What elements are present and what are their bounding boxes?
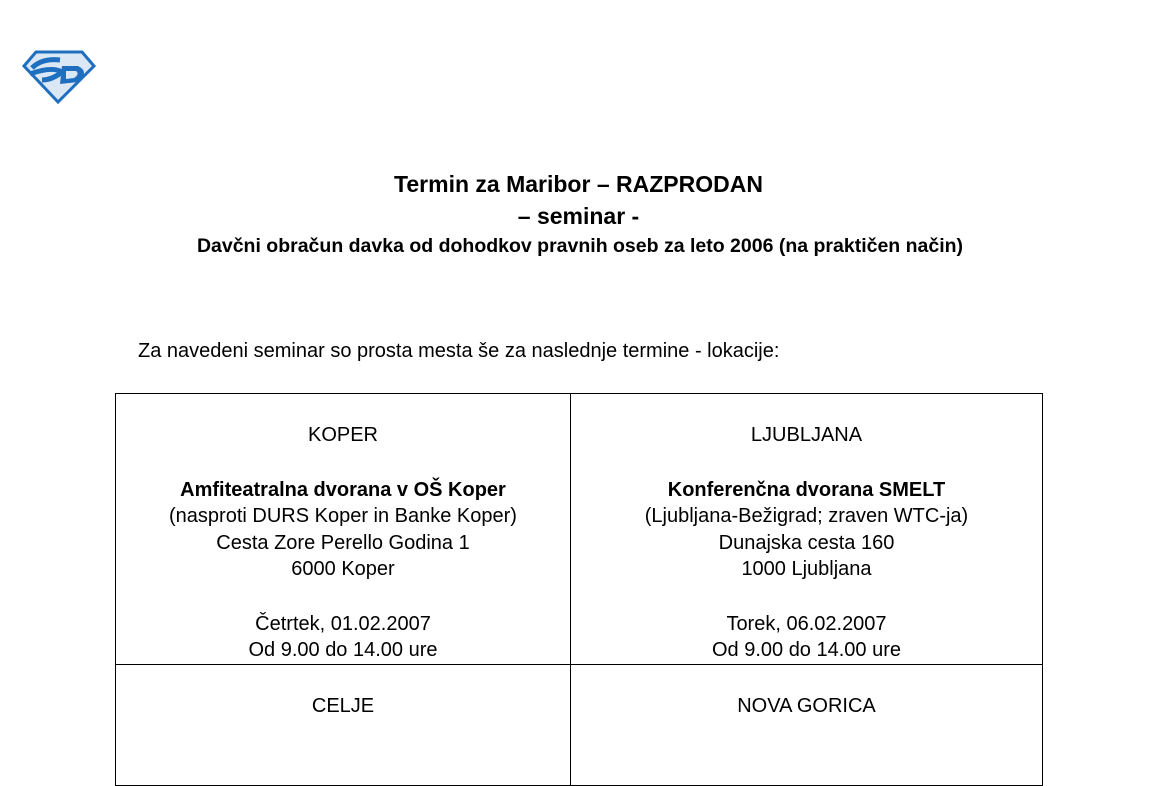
city-name: CELJE	[311, 694, 375, 717]
event-time: Od 9.00 do 14.00 ure	[248, 639, 438, 661]
city-name: LJUBLJANA	[750, 424, 863, 446]
intro-text: Za navedeni seminar so prosta mesta še za naslednje termine - lokacije:	[138, 340, 780, 362]
seminar-title: Davčni obračun davka od dohodkov pravnih oseb za leto 2006 (na praktičen način)	[196, 235, 964, 257]
street-address: Dunajska cesta 160	[718, 531, 895, 554]
event-date: Četrtek, 01.02.2007	[255, 612, 431, 635]
location-cell-koper	[116, 394, 571, 665]
title-line-1: Termin za Maribor – RAZPRODAN	[394, 171, 763, 197]
venue-name: Amfiteatralna dvorana v OŠ Koper	[180, 478, 506, 501]
event-time: Od 9.00 do 14.00 ure	[711, 639, 902, 661]
street-address: Cesta Zore Perello Godina 1	[216, 531, 470, 554]
company-logo	[22, 50, 96, 104]
city-name: NOVA GORICA	[737, 694, 876, 717]
location-cell-celje	[116, 664, 571, 785]
postal-address: 1000 Ljubljana	[741, 558, 872, 580]
city-name: KOPER	[307, 424, 379, 446]
postal-address: 6000 Koper	[291, 558, 395, 580]
locations-table	[115, 393, 1043, 786]
location-cell-ljubljana	[571, 394, 1043, 665]
location-cell-nova-gorica	[571, 664, 1043, 785]
event-date: Torek, 06.02.2007	[726, 612, 887, 635]
venue-name: Konferenčna dvorana SMELT	[667, 478, 946, 501]
venue-note: (Ljubljana-Bežigrad; zraven WTC-ja)	[644, 505, 969, 527]
venue-note: (nasproti DURS Koper in Banke Koper)	[169, 505, 517, 527]
title-line-2: – seminar -	[517, 203, 640, 229]
